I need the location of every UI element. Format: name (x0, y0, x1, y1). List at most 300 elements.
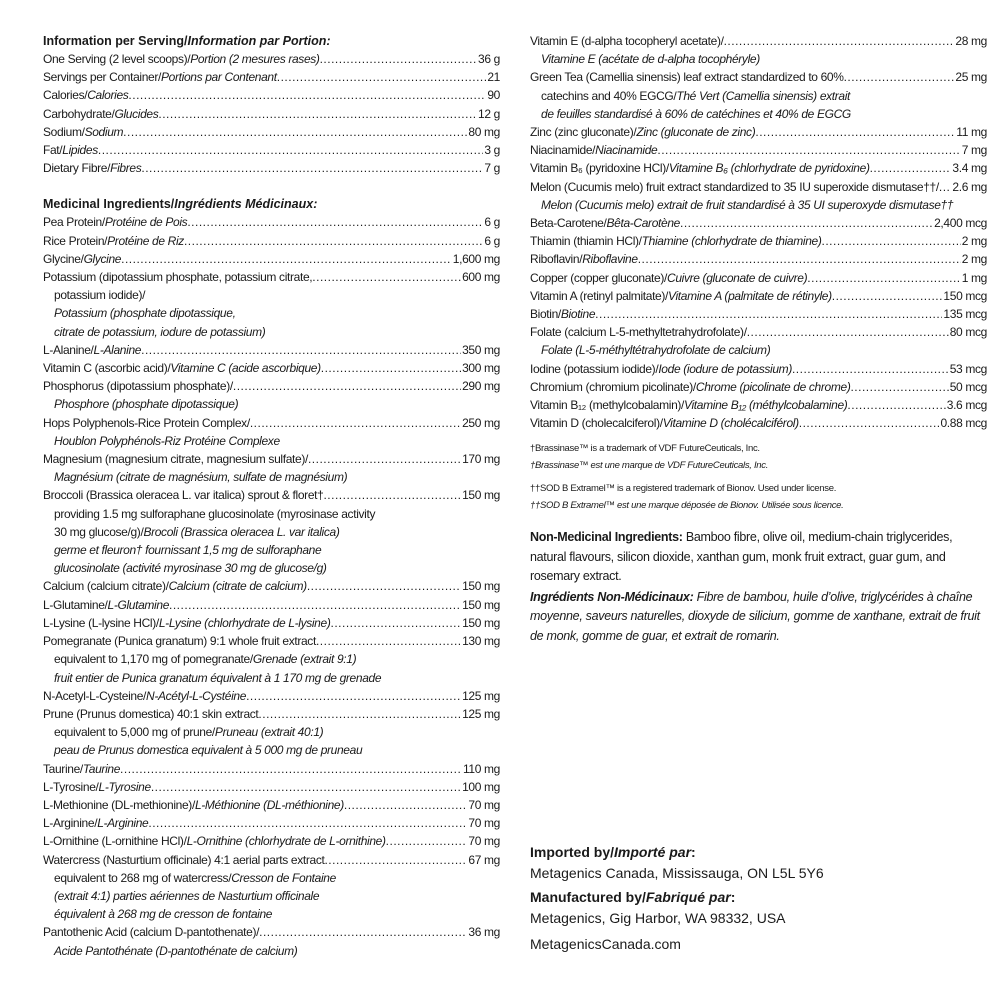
dot-leader (120, 760, 462, 778)
dot-leader (123, 123, 467, 141)
serving-heading (43, 32, 500, 50)
dot-leader (799, 414, 940, 432)
ingredient-amount: 300 mg (462, 361, 500, 376)
importer-address: Metagenics Canada, Mississauga, ON L5L 5Y6 (530, 865, 824, 881)
ingredient-name (43, 577, 307, 595)
ingredient-name-fr: Iode (iodure de potassium) (658, 361, 792, 376)
ingredient-name-en: Copper (copper gluconate)/ (530, 270, 667, 285)
ingredient-name-fr: Sodium (84, 124, 124, 139)
ingredient-continuation (43, 723, 500, 741)
ingredient-row (43, 486, 500, 504)
ingredient-name (43, 614, 330, 632)
dot-leader (307, 577, 461, 595)
ingredient-name (43, 814, 148, 832)
ingredient-name-en: Calcium (calcium citrate)/ (43, 579, 169, 594)
ingredient-name-en: Taurine/ (43, 761, 83, 776)
ingredient-name (43, 341, 141, 359)
ingredient-amount: 125 mg (462, 706, 500, 721)
ingredient-row (530, 396, 987, 414)
ingredient-amount: 53 mcg (949, 361, 987, 376)
ingredient-amount: 0.88 mcg (940, 416, 987, 431)
ingredient-name-en: L-Lysine (L-lysine HCl)/ (43, 615, 159, 630)
ingredient-amount: 2 mg (961, 234, 987, 249)
ingredient-amount: 36 mg (468, 925, 500, 940)
ingredient-continuation (43, 541, 500, 559)
ingredient-row (530, 68, 987, 86)
ingredient-amount: 50 mcg (949, 379, 987, 394)
ingredient-name (530, 178, 939, 196)
dot-leader (184, 232, 483, 250)
ingredient-amount: 7 g (484, 161, 500, 176)
ingredient-name-en: Calories/ (43, 88, 88, 103)
ingredient-amount: 1,600 mg (452, 251, 500, 266)
ingredient-amount: 350 mg (462, 342, 500, 357)
ingredient-amount: 1 mg (961, 270, 987, 285)
ingredient-row (530, 141, 987, 159)
section-gap (43, 177, 500, 195)
dot-leader (98, 141, 484, 159)
ingredient-row (43, 705, 500, 723)
non-medicinal-text: Bamboo fibre, olive oil, medium-chain triglycerides, natural flavours, silicon dioxide, xanthan gum, monk fruit extract, guar gum, and rosemary extract. (530, 530, 953, 584)
ingredient-name (43, 68, 277, 86)
ingredient-amount: 150 mg (462, 488, 500, 503)
ingredient-amount: 150 mcg (943, 288, 987, 303)
continuation-text-fr: Grenade (extrait 9:1) (252, 652, 357, 667)
continuation-text-fr: Thé Vert (Camellia sinensis) extrait (676, 88, 851, 103)
ingredient-name (530, 414, 799, 432)
dot-leader (151, 778, 461, 796)
dot-leader (324, 851, 467, 869)
ingredient-name-fr: L-Glutamine (107, 597, 170, 612)
dot-leader (246, 687, 461, 705)
ingredient-amount: 2,400 mcg (934, 216, 987, 231)
ingredient-name (530, 305, 595, 323)
ingredient-name (530, 32, 724, 50)
ingredient-name-en: Green Tea (Camellia sinensis) leaf extract standardized to 60% (530, 70, 844, 85)
colon: : (730, 889, 736, 905)
ingredient-name (43, 86, 128, 104)
ingredient-amount: 36 g (478, 52, 500, 66)
ingredient-name (43, 851, 324, 869)
dot-leader (141, 341, 461, 359)
dot-leader (308, 450, 461, 468)
non-medicinal-label-fr: Ingrédients Non-Médicinaux: (530, 589, 694, 604)
ingredient-amount: 70 mg (468, 816, 500, 831)
continuation-text-fr: Magnésium (citrate de magnésium, sulfate de magnésium) (54, 470, 348, 485)
ingredient-name-fr: Riboflavine (582, 252, 638, 267)
ingredient-name (43, 359, 321, 377)
ingredient-amount: 3.6 mcg (946, 398, 987, 413)
ingredient-amount: 2 mg (961, 252, 987, 267)
ingredient-name-fr: Vitamine B₁₂ (méthylcobalamine) (684, 398, 848, 413)
dot-leader (386, 832, 468, 850)
ingredient-amount: 28 mg (955, 34, 987, 48)
ingredient-name-en: Vitamin A (retinyl palmitate)/ (530, 288, 669, 303)
ingredient-row (43, 250, 500, 268)
ingredient-name-en: L-Tyrosine/ (43, 779, 99, 794)
dot-leader (792, 360, 949, 378)
ingredient-row (530, 178, 987, 196)
ingredient-row (530, 32, 987, 50)
ingredient-amount: 90 (487, 88, 500, 103)
ingredient-name (530, 250, 638, 268)
ingredient-name-en: Niacinamide/ (530, 143, 596, 158)
ingredient-amount: 125 mg (462, 688, 500, 703)
ingredient-name (43, 596, 169, 614)
dot-leader (312, 268, 461, 286)
continuation-text-fr: Cresson de Fontaine (231, 870, 336, 885)
ingredient-amount: 12 g (478, 106, 500, 121)
ingredient-name-fr: Niacinamide (595, 143, 658, 158)
ingredient-name-fr: L-Lysine (chlorhydrate de L-lysine) (158, 615, 331, 630)
ingredient-name-en: Hops Polyphenols-Rice Protein Complex/ (43, 415, 250, 430)
ingredient-row (43, 68, 500, 86)
ingredient-name (43, 123, 123, 141)
ingredient-amount: 150 mg (462, 579, 500, 594)
ingredient-row (43, 377, 500, 395)
ingredient-name-en: Thiamin (thiamin HCl)/ (530, 234, 642, 249)
serving-heading-fr: Information par Portion: (187, 34, 331, 48)
ingredient-row (43, 923, 500, 941)
ingredient-name-en: Phosphorus (dipotassium phosphate)/ (43, 379, 233, 394)
ingredient-name-en: Rice Protein/ (43, 233, 108, 248)
medicinal-heading-fr: Ingrédients Médicinaux: (174, 197, 318, 212)
ingredient-row (43, 123, 500, 141)
dot-leader (323, 486, 461, 504)
ingredient-name-fr: L-Tyrosine (98, 779, 151, 794)
continuation-text-fr: Houblon Polyphénols-Riz Protéine Complexe (54, 433, 280, 448)
ingredient-row (43, 796, 500, 814)
ingredient-name (43, 450, 308, 468)
ingredient-amount: 21 (487, 70, 500, 85)
dot-leader (158, 105, 477, 123)
dot-leader (844, 68, 955, 86)
ingredient-name-en: Carbohydrate/ (43, 106, 115, 121)
continuation-text: equivalent to 5,000 mg of prune/ (54, 725, 215, 740)
ingredient-name-en: L-Arginine/ (43, 816, 98, 831)
ingredient-continuation (43, 905, 500, 923)
ingredient-name-en: Pomegranate (Punica granatum) 9:1 whole fruit extract (43, 634, 316, 649)
ingredient-name-fr: Biotine (560, 307, 596, 322)
dot-leader (747, 323, 949, 341)
ingredient-name-fr: Calories (87, 88, 129, 103)
ingredient-name-fr: Protéine de Pois (104, 215, 188, 230)
continuation-text: 30 mg glucose/g)/ (54, 524, 144, 539)
ingredient-name (43, 687, 246, 705)
dot-leader (850, 378, 948, 396)
dot-leader (807, 269, 960, 287)
ingredient-name-en: Servings per Container/ (43, 70, 162, 85)
ingredient-row (530, 214, 987, 232)
ingredient-name-en: Pea Protein/ (43, 215, 105, 230)
ingredient-name-en: Zinc (zinc gluconate)/ (530, 125, 637, 140)
ingredient-continuation (43, 286, 500, 304)
serving-info-list (43, 50, 500, 177)
ingredient-amount: 250 mg (462, 415, 500, 430)
ingredient-row (43, 359, 500, 377)
ingredient-row (530, 305, 987, 323)
ingredient-name-fr: L-Ornithine (chlorhydrate de L-ornithine) (186, 834, 386, 849)
footnote-extramel-fr: ††SOD B Extramel™ est une marque déposée de Bionov. Utilisée sous licence. (530, 500, 844, 512)
ingredient-name-fr: Portions par Contenant (161, 70, 277, 85)
manufactured-by-label (530, 887, 970, 908)
ingredient-name-en: Vitamin B₁₂ (methylcobalamin)/ (530, 398, 685, 413)
ingredient-amount: 3 g (484, 143, 500, 158)
continuation-text: equivalent to 268 mg of watercress/ (54, 870, 232, 885)
ingredient-name-en: Vitamin E (d-alpha tocopheryl acetate)/ (530, 34, 724, 48)
medicinal-list-right (530, 32, 987, 432)
ingredient-name (43, 632, 316, 650)
ingredient-name-fr: Portion (2 mesures rases) (190, 52, 320, 66)
ingredient-name (530, 378, 850, 396)
ingredient-row (530, 360, 987, 378)
dot-leader (148, 814, 467, 832)
ingredient-name-en: Magnesium (magnesium citrate, magnesium sulfate)/ (43, 452, 308, 467)
ingredient-amount: 25 mg (955, 70, 987, 85)
ingredient-amount: 2.6 mg (952, 179, 987, 194)
continuation-text-fr: Folate (L-5-méthyltétrahydrofolate de calcium) (541, 343, 771, 358)
ingredient-continuation (43, 523, 500, 541)
continuation-text-fr: Vitamine E (acétate de d-alpha tocophéryle) (541, 52, 760, 67)
dot-leader (258, 705, 461, 723)
ingredient-name (530, 159, 870, 177)
ingredient-continuation (530, 105, 987, 123)
footnote-brassinase: †Brassinase™ is a trademark of VDF FutureCeuticals, Inc. (530, 443, 760, 455)
ingredient-amount: 150 mg (462, 597, 500, 612)
ingredient-name-en: Chromium (chromium picolinate)/ (530, 379, 696, 394)
ingredient-name-en: Beta-Carotene/ (530, 216, 607, 231)
left-column (43, 32, 500, 960)
ingredient-name-en: Broccoli (Brassica oleracea L. var italica) sprout & floret† (43, 488, 324, 503)
ingredient-name-en: Pantothenic Acid (calcium D-pantothenate)/ (43, 925, 260, 940)
ingredient-name-en: Potassium (dipotassium phosphate, potassium citrate, (43, 270, 313, 285)
serving-heading-en: Information per Serving/ (43, 34, 188, 48)
ingredient-amount: 100 mg (462, 779, 500, 794)
ingredient-row (43, 778, 500, 796)
ingredient-name (43, 796, 344, 814)
ingredient-name-fr: Lipides (62, 143, 98, 158)
medicinal-heading (43, 195, 500, 213)
ingredient-row (43, 50, 500, 68)
ingredient-name-fr: Chrome (picolinate de chrome) (695, 379, 851, 394)
dot-leader (822, 232, 961, 250)
ingredient-amount: 290 mg (462, 379, 500, 394)
ingredient-amount: 135 mcg (943, 307, 987, 322)
ingredient-name (43, 250, 121, 268)
ingredient-name-en: L-Methionine (DL-methionine)/ (43, 797, 195, 812)
ingredient-continuation (530, 341, 987, 359)
ingredient-row (530, 159, 987, 177)
ingredient-amount: 110 mg (462, 761, 500, 776)
ingredient-continuation (530, 87, 987, 105)
ingredient-amount: 6 g (484, 215, 500, 230)
ingredient-name-fr: Zinc (gluconate de zinc) (636, 125, 756, 140)
ingredient-name-fr: Vitamine D (cholécalciférol) (662, 416, 799, 431)
ingredient-name-fr: Vitamine A (palmitate de rétinyle) (668, 288, 832, 303)
ingredient-name (43, 268, 312, 286)
ingredient-row (43, 105, 500, 123)
ingredient-row (43, 596, 500, 614)
ingredient-name-en: N-Acetyl-L-Cysteine/ (43, 688, 147, 703)
ingredient-row (530, 378, 987, 396)
dot-leader (121, 250, 452, 268)
website-text: MetagenicsCanada.com (530, 936, 681, 952)
ingredient-name-en: Folate (calcium L-5-methyltetrahydrofolate)/ (530, 325, 747, 340)
continuation-text: potassium iodide)/ (54, 288, 146, 303)
ingredient-name (43, 232, 184, 250)
ingredient-name-fr: Bêta-Carotène (606, 216, 680, 231)
ingredient-continuation (43, 869, 500, 887)
ingredient-continuation (43, 741, 500, 759)
footnote-brassinase-fr: †Brassinase™ est une marque de VDF FutureCeuticals, Inc. (530, 460, 769, 472)
ingredient-name (43, 414, 250, 432)
ingredient-row (530, 287, 987, 305)
ingredient-continuation (43, 304, 500, 322)
ingredient-amount: 7 mg (961, 143, 987, 158)
ingredient-row (530, 323, 987, 341)
ingredient-name (530, 141, 657, 159)
ingredient-name (43, 213, 187, 231)
ingredient-name-fr: L-Alanine (93, 342, 142, 357)
continuation-text-fr: Potassium (phosphate dipotassique, (54, 306, 236, 321)
ingredient-row (43, 577, 500, 595)
ingredient-row (43, 268, 500, 286)
ingredient-name-en: Sodium/ (43, 124, 85, 139)
ingredient-name-en: Glycine/ (43, 251, 84, 266)
ingredient-row (530, 250, 987, 268)
medicinal-heading-en: Medicinal Ingredients/ (43, 197, 175, 212)
ingredient-name (43, 778, 151, 796)
ingredient-name-en: Fat/ (43, 143, 63, 158)
continuation-text-fr: Acide Pantothénate (D-pantothénate de calcium) (54, 943, 298, 958)
ingredient-name-en: Riboflavin/ (530, 252, 583, 267)
continuation-text-fr: Brocoli (Brassica oleracea L. var italica) (143, 524, 340, 539)
ingredient-name-fr: Calcium (citrate de calcium) (168, 579, 307, 594)
dot-leader (250, 414, 461, 432)
continuation-text-fr: Melon (Cucumis melo) extrait de fruit standardisé à 35 UI superoxyde dismutase†† (541, 197, 954, 212)
ingredient-continuation (43, 323, 500, 341)
ingredient-name (43, 50, 320, 68)
ingredient-name (530, 360, 792, 378)
ingredient-amount: 70 mg (468, 797, 500, 812)
ingredient-name-en: Prune (Prunus domestica) 40:1 skin extract (43, 706, 259, 721)
ingredient-name-fr: N-Acétyl-L-Cystéine (146, 688, 247, 703)
ingredient-row (530, 414, 987, 432)
ingredient-amount: 170 mg (462, 452, 500, 467)
ingredient-amount: 600 mg (462, 270, 500, 285)
continuation-text-fr: germe et fleuron† fournissant 1,5 mg de sulforaphane (54, 543, 322, 558)
ingredient-name-fr: Thiamine (chlorhydrate de thiamine) (641, 234, 822, 249)
ingredient-name-fr: L-Méthionine (DL-méthionine) (194, 797, 344, 812)
ingredient-row (43, 86, 500, 104)
ingredient-name-fr: Fibres (110, 161, 142, 176)
manufactured-label-en: Manufactured by/ (530, 889, 646, 905)
ingredient-amount: 150 mg (462, 615, 500, 630)
continuation-text-fr: citrate de potassium, iodure de potassium) (54, 324, 266, 339)
dot-leader (755, 123, 955, 141)
ingredient-name-fr: Glucides (114, 106, 159, 121)
ingredient-amount: 3.4 mg (952, 161, 987, 176)
ingredient-row (43, 159, 500, 177)
ingredient-name-en: L-Glutamine/ (43, 597, 108, 612)
ingredient-name-en: L-Alanine/ (43, 342, 94, 357)
ingredient-row (43, 414, 500, 432)
dot-leader (680, 214, 933, 232)
ingredient-name-en: Iodine (potassium iodide)/ (530, 361, 659, 376)
ingredient-row (530, 123, 987, 141)
dot-leader (344, 796, 468, 814)
medicinal-list-left (43, 213, 500, 959)
dot-leader (321, 359, 461, 377)
ingredient-row (43, 614, 500, 632)
imported-label-en: Imported by/ (530, 844, 615, 860)
ingredient-name (43, 486, 323, 504)
ingredient-name-fr: Protéine de Riz (107, 233, 184, 248)
ingredient-name (43, 159, 141, 177)
ingredient-name-fr: Vitamine B₆ (chlorhydrate de pyridoxine) (668, 161, 870, 176)
ingredient-amount: 11 mg (956, 125, 987, 140)
dot-leader (638, 250, 961, 268)
ingredient-row (43, 687, 500, 705)
continuation-text: equivalent to 1,170 mg of pomegranate/ (54, 652, 253, 667)
continuation-text-fr: fruit entier de Punica granatum équivalent à 1 170 mg de grenade (54, 670, 382, 685)
ingredient-name-fr: Cuivre (gluconate de cuivre) (667, 270, 808, 285)
ingredient-continuation (43, 505, 500, 523)
ingredient-row (43, 213, 500, 231)
ingredient-row (530, 232, 987, 250)
non-medicinal-text-fr: Fibre de bambou, huile d’olive, triglycérides à chaîne moyenne, saveurs naturelles, dioxyde de silicium, gomme de xanthane, extrait de fruit de monk, gomme de guar, et extrait de romarin. (530, 589, 980, 643)
manufacturer-address: Metagenics, Gig Harbor, WA 98332, USA (530, 910, 786, 926)
ingredient-continuation (43, 650, 500, 668)
dot-leader (141, 159, 483, 177)
ingredient-name (43, 923, 259, 941)
ingredient-name (530, 396, 847, 414)
dot-leader (169, 596, 461, 614)
ingredient-row (43, 450, 500, 468)
dot-leader (870, 159, 952, 177)
dot-leader (128, 86, 486, 104)
continuation-text-fr: (extrait 4:1) parties aériennes de Nasturtium officinale (54, 888, 320, 903)
dot-leader (832, 287, 943, 305)
manufactured-label-fr: Fabriqué par (645, 889, 731, 905)
non-medicinal-ingredients-fr (530, 588, 987, 647)
ingredient-name-en: Watercress (Nasturtium officinale) 4:1 aerial parts extract (43, 852, 325, 867)
ingredient-amount: 67 mg (468, 852, 500, 867)
continuation-text-fr: équivalent à 268 mg de cresson de fontaine (54, 907, 273, 922)
ingredient-name (530, 123, 755, 141)
ingredient-continuation (43, 468, 500, 486)
continuation-text: providing 1.5 mg sulforaphane glucosinolate (myrosinase activity (54, 506, 376, 521)
dot-leader (187, 213, 483, 231)
ingredient-name (43, 705, 258, 723)
ingredient-row (43, 832, 500, 850)
ingredient-continuation (43, 669, 500, 687)
ingredient-row (43, 814, 500, 832)
colon: : (691, 844, 696, 860)
non-medicinal-ingredients (530, 528, 987, 587)
ingredient-name-en: Melon (Cucumis melo) fruit extract standardized to 35 IU superoxide dismutase††/ (530, 179, 939, 194)
ingredient-name-fr: Vitamine C (acide ascorbique) (170, 361, 321, 376)
ingredient-name-en: Biotin/ (530, 307, 561, 322)
dot-leader (657, 141, 960, 159)
right-column (530, 32, 987, 646)
non-medicinal-label: Non-Medicinal Ingredients: (530, 530, 683, 545)
dot-leader (277, 68, 487, 86)
footnote-extramel: ††SOD B Extramel™ is a registered trademark of Bionov. Used under license. (530, 483, 837, 495)
ingredient-amount: 80 mcg (949, 325, 987, 340)
ingredient-name (43, 760, 120, 778)
ingredient-name-fr: Glycine (83, 251, 122, 266)
